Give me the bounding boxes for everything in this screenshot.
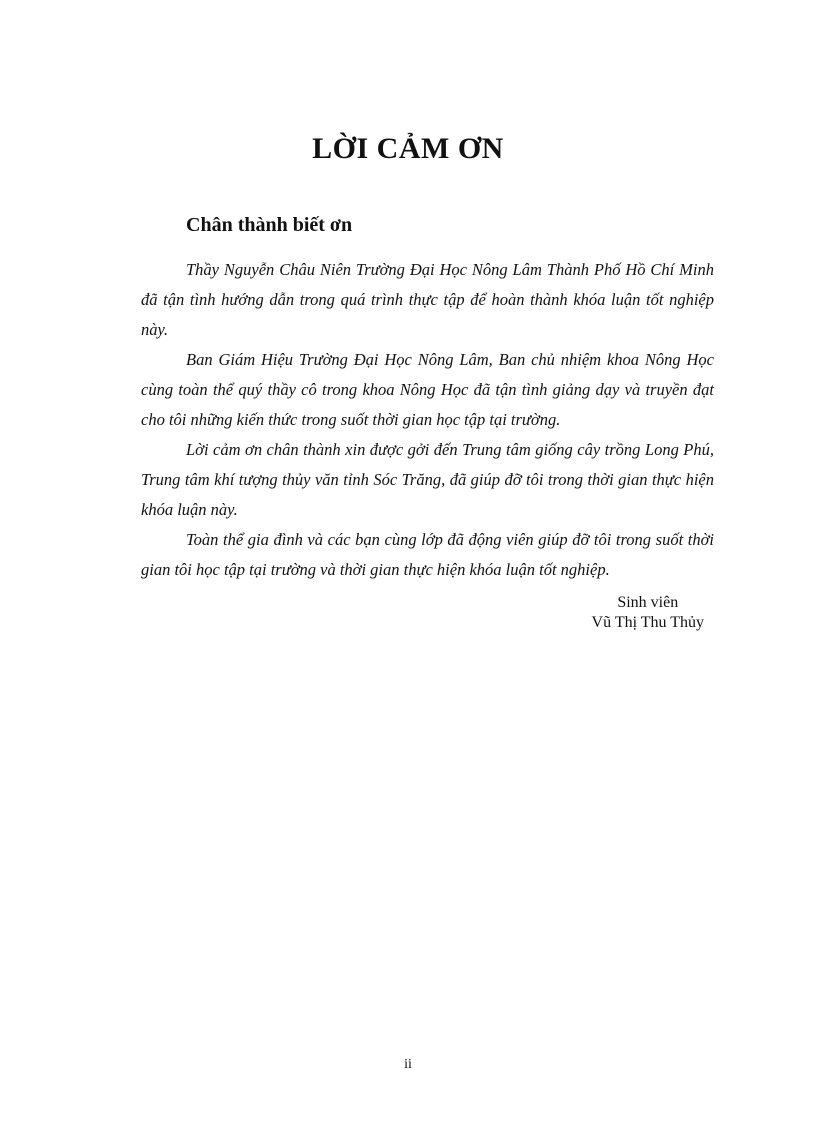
page-title: LỜI CẢM ƠN (312, 132, 504, 165)
page-number: ii (404, 1057, 412, 1072)
signature-name: Vũ Thị Thu Thủy (591, 614, 704, 631)
paragraph-family: Toàn thể gia đình và các bạn cùng lớp đã động viên giúp đỡ tôi trong suốt thời gian tôi học tập tại trường và thời gian thực hiện khóa luận tốt nghiệp. (141, 530, 714, 579)
paragraph-centers: Lời cảm ơn chân thành xin được gởi đến Trung tâm giống cây trồng Long Phú, Trung tâm khí tượng thủy văn tỉnh Sóc Trăng, đã giúp đỡ tôi trong thời gian thực hiện khóa luận này. (141, 440, 714, 519)
acknowledgement-body (141, 255, 714, 585)
signature-role: Sinh viên (617, 594, 679, 611)
section-heading: Chân thành biết ơn (186, 214, 353, 236)
signature-block (592, 593, 704, 633)
paragraph-faculty: Ban Giám Hiệu Trường Đại Học Nông Lâm, Ban chủ nhiệm khoa Nông Học cùng toàn thể quý thầy cô trong khoa Nông Học đã tận tình giảng dạy và truyền đạt cho tôi những kiến thức trong suốt thời gian học tập tại trường. (141, 350, 714, 429)
paragraph-advisor: Thầy Nguyễn Châu Niên Trường Đại Học Nông Lâm Thành Phố Hồ Chí Minh đã tận tình hướng dẫn trong quá trình thực tập để hoàn thành khóa luận tốt nghiệp này. (141, 260, 714, 339)
